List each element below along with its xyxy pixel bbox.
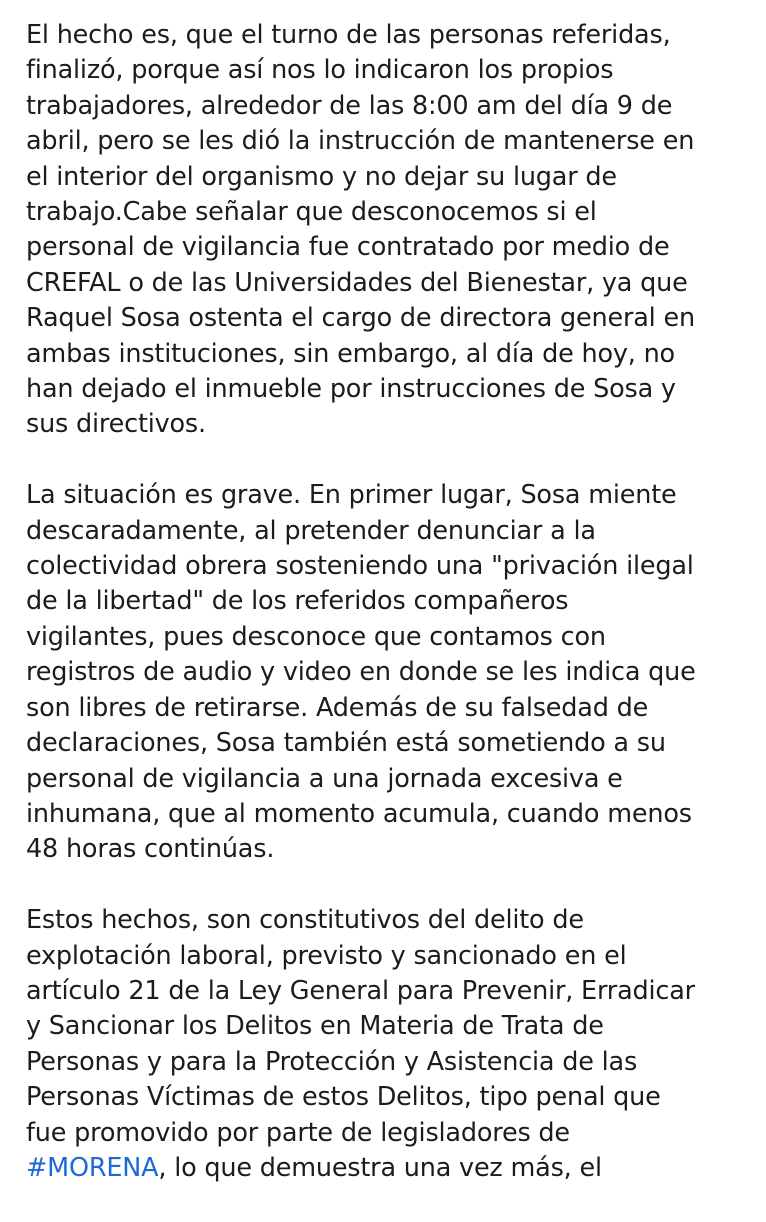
text-line: inhumana, que al momento acumula, cuando menos (26, 798, 692, 829)
hashtag-link-morena[interactable]: #MORENA (26, 1152, 159, 1183)
paragraph-1 (26, 18, 748, 443)
text-line: descaradamente, al pretender denunciar a la (26, 515, 596, 546)
text-line: La situación es grave. En primer lugar, Sosa miente (26, 480, 677, 511)
text-line: vigilantes, pues desconoce que contamos con (26, 621, 606, 652)
text-line: fue promovido por parte de legisladores de (26, 1117, 570, 1148)
text-line: artículo 21 de la Ley General para Prevenir, Erradicar (26, 975, 695, 1006)
text-line: 48 horas continúas. (26, 834, 275, 865)
text-line: ambas instituciones, sin embargo, al día de hoy, no (26, 338, 675, 369)
text-line: abril, pero se les dió la instrucción de mantenerse en (26, 126, 695, 157)
text-line: CREFAL o de las Universidades del Bienestar, ya que (26, 267, 688, 298)
text-line: personal de vigilancia a una jornada excesiva e (26, 763, 623, 794)
paragraph-3 (26, 903, 748, 1186)
text-line: son libres de retirarse. Además de su falsedad de (26, 692, 649, 723)
text-line: han dejado el inmueble por instrucciones de Sosa y (26, 374, 676, 405)
text-line: Raquel Sosa ostenta el cargo de directora general en (26, 303, 695, 334)
text-line: personal de vigilancia fue contratado por medio de (26, 232, 670, 263)
text-line: y Sancionar los Delitos en Materia de Trata de (26, 1011, 604, 1042)
text-line-with-hashtag (26, 1151, 748, 1186)
text-line: de la libertad" de los referidos compañeros (26, 586, 569, 617)
text-line: explotación laboral, previsto y sancionado en el (26, 940, 627, 971)
text-line: registros de audio y video en donde se les indica que (26, 657, 696, 688)
text-fragment: , lo que demuestra una vez más, el (158, 1152, 602, 1183)
text-line: Personas Víctimas de estos Delitos, tipo penal que (26, 1082, 661, 1113)
post-body (26, 18, 748, 1222)
text-line: finalizó, porque así nos lo indicaron los propios (26, 55, 614, 86)
text-line: Estos hechos, son constitutivos del delito de (26, 905, 584, 936)
text-line: sus directivos. (26, 409, 206, 440)
text-line: trabajo.Cabe señalar que desconocemos si el (26, 197, 597, 228)
text-line: El hecho es, que el turno de las personas referidas, (26, 20, 671, 50)
text-line: Personas y para la Protección y Asistencia de las (26, 1046, 638, 1077)
text-line: colectividad obrera sosteniendo una "privación ilegal (26, 551, 694, 582)
text-line: declaraciones, Sosa también está sometiendo a su (26, 728, 666, 759)
text-line: el interior del organismo y no dejar su lugar de (26, 161, 617, 192)
text-line: trabajadores, alrededor de las 8:00 am del día 9 de (26, 90, 673, 121)
paragraph-2 (26, 478, 748, 867)
